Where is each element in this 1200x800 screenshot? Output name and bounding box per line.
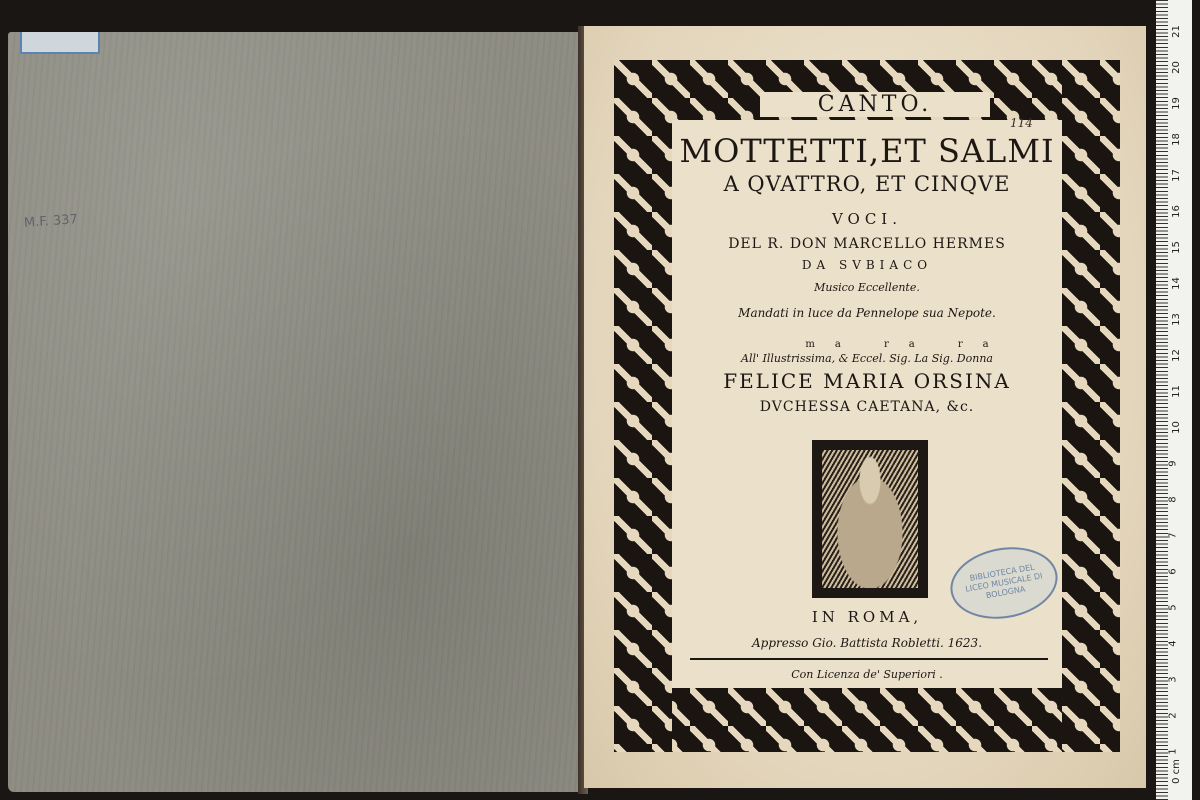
ruler-mark: 16	[1170, 205, 1182, 218]
ruler-mark: 3	[1167, 676, 1179, 683]
cover-label-tab	[20, 32, 100, 54]
ruler-mark: 20	[1170, 61, 1182, 74]
handwritten-note: ma ra ra	[805, 339, 1009, 350]
title-line-1: MOTTETTI,ET SALMI	[679, 132, 1055, 170]
ruler-mark: 15	[1170, 241, 1182, 254]
ruler-mark: 21	[1170, 25, 1182, 38]
ruler-mark: 10	[1170, 421, 1182, 434]
dedicatee-name: FELICE MARIA ORSINA	[723, 369, 1011, 393]
ruler-mark: 6	[1167, 568, 1179, 575]
imprint-printer: Appresso Gio. Battista Robletti. 1623.	[751, 636, 983, 650]
title-line-3: VOCI.	[831, 210, 903, 228]
madonna-woodcut-image	[812, 440, 928, 598]
handwritten-annotation: 114	[1010, 116, 1033, 130]
title-line-2: A QVATTRO, ET CINQVE	[723, 172, 1011, 196]
ruler-mark: 11	[1170, 385, 1182, 398]
ruler-mark: 13	[1170, 313, 1182, 326]
ruler-mark: 9	[1167, 460, 1179, 467]
left-cover-board	[8, 32, 580, 792]
ruler-mark: 7	[1167, 532, 1179, 539]
ruler-mark: 19	[1170, 97, 1182, 110]
ruler-mark: 5	[1167, 604, 1179, 611]
ornamental-border-right	[1062, 60, 1120, 752]
imprint-city: IN ROMA,	[811, 608, 923, 626]
dedication-line: All' Illustrissima, & Eccel. Sig. La Sig. Donna	[741, 352, 993, 365]
library-stamp: BIBLIOTECA DEL LICEO MUSICALE DI BOLOGNA	[945, 539, 1064, 627]
ruler-unit: 0 cm	[1170, 759, 1182, 784]
ornamental-border-left	[614, 60, 672, 752]
ruler-mark: 14	[1170, 277, 1182, 290]
author-line-3: Musico Eccellente.	[814, 281, 920, 294]
ruler-mark: 17	[1170, 169, 1182, 182]
ruler-ticks	[1156, 0, 1168, 800]
ornamental-border-bottom	[614, 688, 1120, 752]
ruler-mark: 1	[1167, 748, 1179, 755]
voice-part-label: CANTO.	[760, 92, 990, 117]
ruler-mark: 18	[1170, 133, 1182, 146]
ruler-mark: 12	[1170, 349, 1182, 362]
ruler-mark: 2	[1167, 712, 1179, 719]
shelfmark-label: M.F. 337	[23, 212, 79, 231]
dedicatee-title: DVCHESSA CAETANA, &c.	[759, 399, 975, 415]
editor-line: Mandati in luce da Pennelope sua Nepote.	[738, 306, 996, 320]
ruler-mark: 8	[1167, 496, 1179, 503]
license-line: Con Licenza de' Superiori .	[791, 668, 943, 681]
measurement-ruler	[1156, 0, 1192, 800]
author-line-1: DEL R. DON MARCELLO HERMES	[728, 236, 1006, 252]
author-line-2: DA SVBIACO	[801, 258, 933, 272]
ruler-mark: 4	[1167, 640, 1179, 647]
imprint-rule	[690, 658, 1048, 660]
